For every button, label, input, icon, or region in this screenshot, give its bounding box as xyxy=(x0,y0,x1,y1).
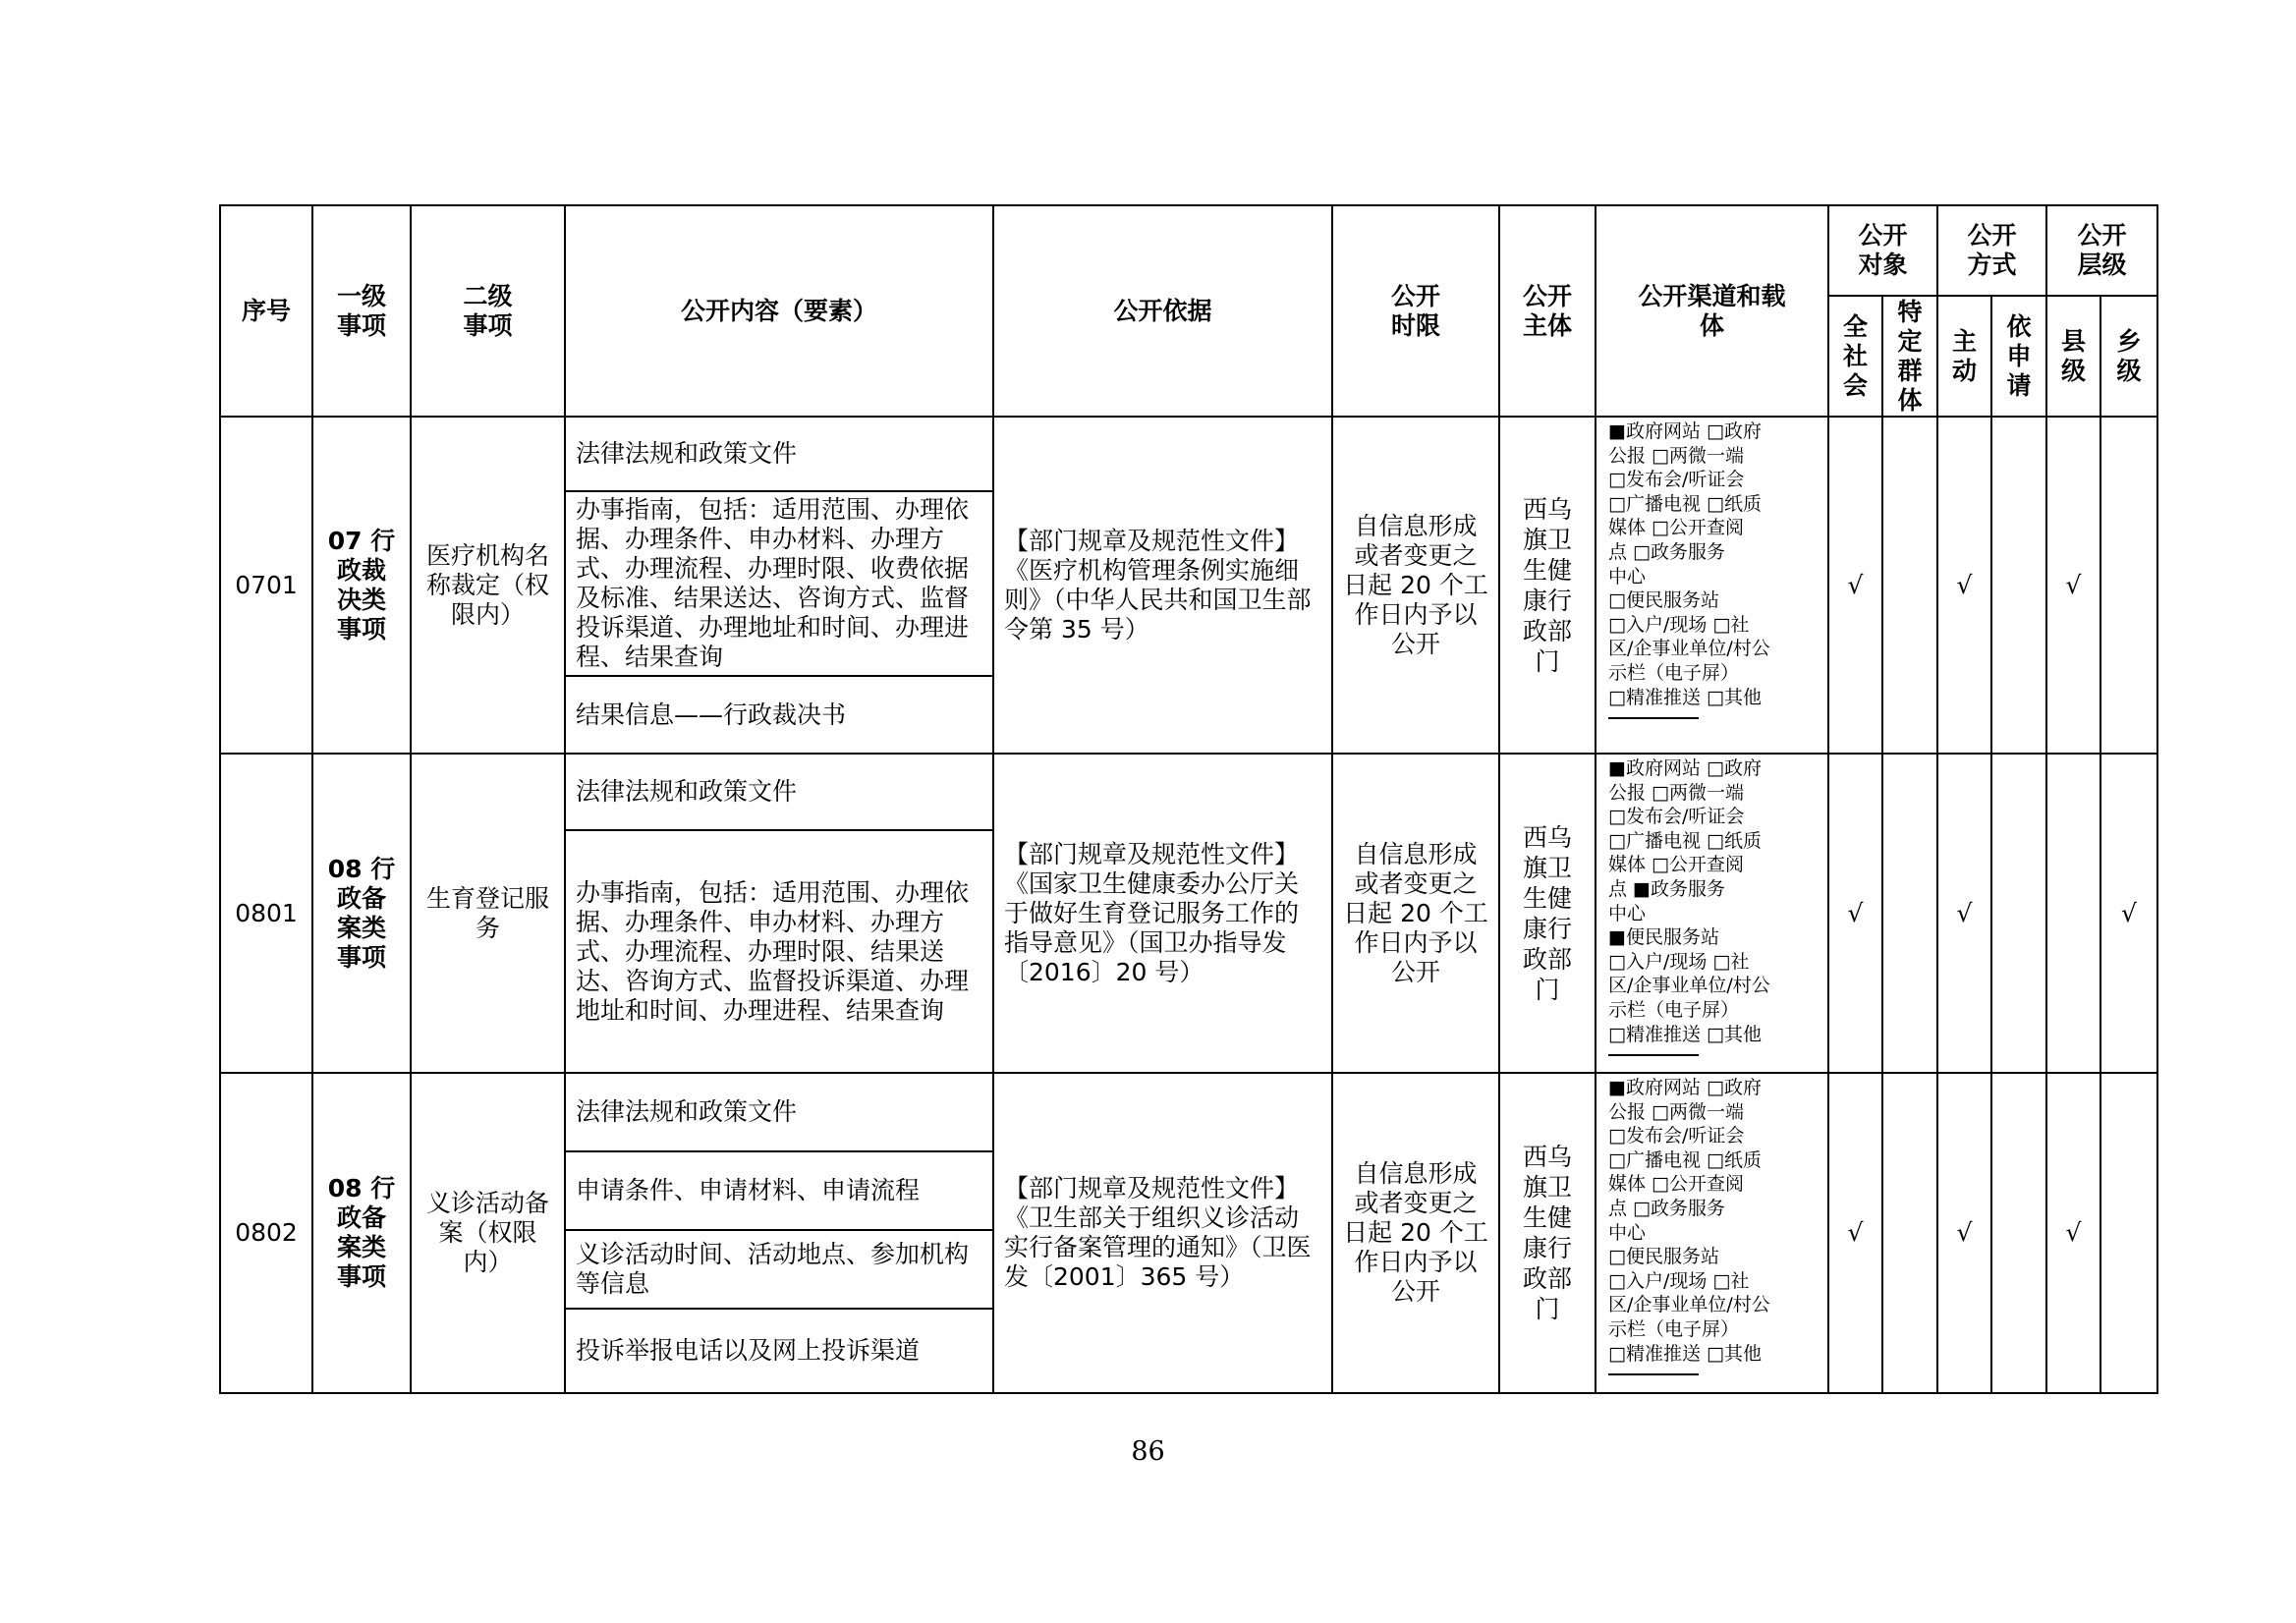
subject-cell: 西乌旗卫生健康行政部门 xyxy=(1499,754,1596,1073)
channel-cell: ■政府网站 □政府 公报 □两微一端 □发布会/听证会 □广播电视 □纸质 媒体 □公开查阅 点 □政务服务 中心 □便民服务站 □入户/现场 □社 区/企事业单位/村公 示栏（电子屏） □精准推送 □其他 xyxy=(1596,417,1828,754)
audience-specific-cell xyxy=(1882,1073,1937,1393)
header-method-active: 主动 xyxy=(1937,296,1991,417)
method-apply-cell xyxy=(1991,754,2046,1073)
level2-cell: 生育登记服务 xyxy=(411,754,565,1073)
header-level1: 一级事项 xyxy=(312,205,411,417)
method-active-cell: √ xyxy=(1937,417,1991,754)
header-audience: 公开对象 xyxy=(1828,205,1937,296)
level1-cell: 08 行政备案类事项 xyxy=(312,754,411,1073)
method-apply-cell xyxy=(1991,1073,2046,1393)
content-item: 法律法规和政策文件 xyxy=(565,417,993,491)
seq-cell: 0801 xyxy=(220,754,312,1073)
content-item: 办事指南，包括：适用范围、办理依据、办理条件、申办材料、办理方式、办理流程、办理时限、结果送达、咨询方式、监督投诉渠道、办理地址和时间、办理进程、结果查询 xyxy=(565,830,993,1073)
header-method-apply: 依申请 xyxy=(1991,296,2046,417)
table-row xyxy=(220,754,2157,830)
header-channel: 公开渠道和载体 xyxy=(1596,205,1828,417)
page-number: 86 xyxy=(1131,1436,1165,1467)
basis-cell: 【部门规章及规范性文件】《卫生部关于组织义诊活动实行备案管理的通知》（卫医发〔2001〕365 号） xyxy=(993,1073,1332,1393)
level-county-cell xyxy=(2046,754,2100,1073)
subject-cell: 西乌旗卫生健康行政部门 xyxy=(1499,417,1596,754)
blank-underline xyxy=(1608,1373,1699,1375)
header-audience-specific: 特定群体 xyxy=(1882,296,1937,417)
content-item: 结果信息——行政裁决书 xyxy=(565,676,993,754)
content-item: 义诊活动时间、活动地点、参加机构等信息 xyxy=(565,1230,993,1309)
header-level: 公开层级 xyxy=(2046,205,2157,296)
content-item: 法律法规和政策文件 xyxy=(565,754,993,830)
blank-underline xyxy=(1608,717,1699,719)
audience-specific-cell xyxy=(1882,417,1937,754)
content-item: 办事指南，包括：适用范围、办理依据、办理条件、申办材料、办理方式、办理流程、办理时限、收费依据及标准、结果送达、咨询方式、监督投诉渠道、办理地址和时间、办理进程、结果查询 xyxy=(565,491,993,676)
level-township-cell xyxy=(2100,1073,2157,1393)
header-time-limit: 公开时限 xyxy=(1332,205,1499,417)
channel-cell: ■政府网站 □政府 公报 □两微一端 □发布会/听证会 □广播电视 □纸质 媒体 □公开查阅 点 ■政务服务 中心 ■便民服务站 □入户/现场 □社 区/企事业单位/村公 示栏（电子屏） □精准推送 □其他 xyxy=(1596,754,1828,1073)
header-subject: 公开主体 xyxy=(1499,205,1596,417)
time-limit-cell: 自信息形成或者变更之日起 20 个工作日内予以公开 xyxy=(1332,754,1499,1073)
audience-all-cell: √ xyxy=(1828,417,1882,754)
audience-all-cell: √ xyxy=(1828,1073,1882,1393)
header-seq: 序号 xyxy=(220,205,312,417)
channel-cell: ■政府网站 □政府 公报 □两微一端 □发布会/听证会 □广播电视 □纸质 媒体 □公开查阅 点 □政务服务 中心 □便民服务站 □入户/现场 □社 区/企事业单位/村公 示栏（电子屏） □精准推送 □其他 xyxy=(1596,1073,1828,1393)
subject-cell: 西乌旗卫生健康行政部门 xyxy=(1499,1073,1596,1393)
time-limit-cell: 自信息形成或者变更之日起 20 个工作日内予以公开 xyxy=(1332,1073,1499,1393)
method-active-cell: √ xyxy=(1937,1073,1991,1393)
level-township-cell xyxy=(2100,417,2157,754)
method-apply-cell xyxy=(1991,417,2046,754)
level1-cell: 08 行政备案类事项 xyxy=(312,1073,411,1393)
method-active-cell: √ xyxy=(1937,754,1991,1073)
level-county-cell: √ xyxy=(2046,417,2100,754)
disclosure-table xyxy=(219,204,2158,1394)
header-method: 公开方式 xyxy=(1937,205,2046,296)
seq-cell: 0802 xyxy=(220,1073,312,1393)
content-item: 投诉举报电话以及网上投诉渠道 xyxy=(565,1309,993,1393)
content-item: 法律法规和政策文件 xyxy=(565,1073,993,1151)
table-row xyxy=(220,1073,2157,1151)
level2-cell: 义诊活动备案（权限内） xyxy=(411,1073,565,1393)
audience-all-cell: √ xyxy=(1828,754,1882,1073)
content-item: 申请条件、申请材料、申请流程 xyxy=(565,1151,993,1230)
header-level2: 二级事项 xyxy=(411,205,565,417)
header-content: 公开内容（要素） xyxy=(565,205,993,417)
blank-underline xyxy=(1608,1054,1699,1056)
level-county-cell: √ xyxy=(2046,1073,2100,1393)
audience-specific-cell xyxy=(1882,754,1937,1073)
basis-cell: 【部门规章及规范性文件】《医疗机构管理条例实施细则》（中华人民共和国卫生部令第 35 号） xyxy=(993,417,1332,754)
level1-cell: 07 行政裁决类事项 xyxy=(312,417,411,754)
basis-cell: 【部门规章及规范性文件】《国家卫生健康委办公厅关于做好生育登记服务工作的指导意见》（国卫办指导发〔2016〕20 号） xyxy=(993,754,1332,1073)
table-row xyxy=(220,417,2157,491)
header-audience-all: 全社会 xyxy=(1828,296,1882,417)
time-limit-cell: 自信息形成或者变更之日起 20 个工作日内予以公开 xyxy=(1332,417,1499,754)
seq-cell: 0701 xyxy=(220,417,312,754)
header-basis: 公开依据 xyxy=(993,205,1332,417)
level2-cell: 医疗机构名称裁定（权限内） xyxy=(411,417,565,754)
header-level-county: 县级 xyxy=(2046,296,2100,417)
level-township-cell: √ xyxy=(2100,754,2157,1073)
header-level-township: 乡级 xyxy=(2100,296,2157,417)
